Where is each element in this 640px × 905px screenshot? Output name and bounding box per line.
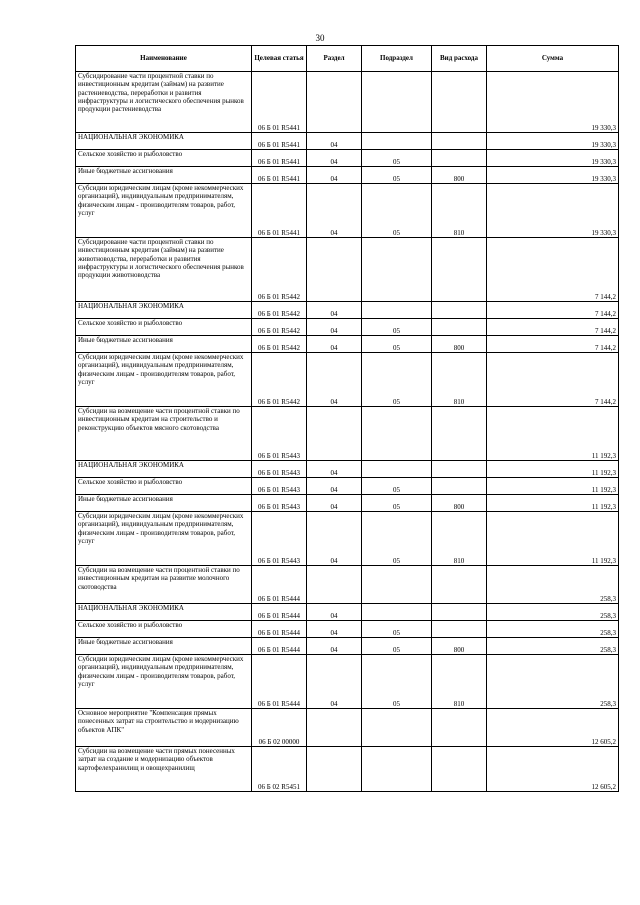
row-section: 04: [307, 655, 362, 709]
row-subsection: 05: [362, 167, 432, 184]
row-expense-type: [432, 319, 487, 336]
row-section: [307, 407, 362, 461]
table-row: [76, 638, 619, 655]
header-expense-type: Вид расхода: [432, 46, 487, 72]
row-section: 04: [307, 353, 362, 407]
row-name: Субсидирование части процентной ставки по инвестиционным кредитам (займам) на развитие животноводства, переработки и развития инфраструктуры и логистического обеспечения рынков продукции животноводства: [76, 238, 252, 302]
row-target-article: 06 Б 01 R5441: [252, 167, 307, 184]
table-row: [76, 621, 619, 638]
row-name: Сельское хозяйство и рыболовство: [76, 621, 252, 638]
row-sum: 258,3: [487, 655, 619, 709]
row-expense-type: [432, 133, 487, 150]
row-section: 04: [307, 495, 362, 512]
row-name: НАЦИОНАЛЬНАЯ ЭКОНОМИКА: [76, 302, 252, 319]
row-expense-type: 800: [432, 495, 487, 512]
row-sum: 7 144,2: [487, 302, 619, 319]
row-sum: 19 330,3: [487, 150, 619, 167]
row-subsection: [362, 461, 432, 478]
row-name: Сельское хозяйство и рыболовство: [76, 478, 252, 495]
row-subsection: [362, 709, 432, 747]
row-target-article: 06 Б 01 R5443: [252, 512, 307, 566]
row-subsection: 05: [362, 150, 432, 167]
table-body: [76, 72, 619, 792]
row-sum: 258,3: [487, 621, 619, 638]
row-expense-type: [432, 150, 487, 167]
row-section: 04: [307, 150, 362, 167]
row-target-article: 06 Б 01 R5444: [252, 655, 307, 709]
table-row: [76, 495, 619, 512]
row-expense-type: 810: [432, 184, 487, 238]
table-row: [76, 461, 619, 478]
row-name: Субсидии на возмещение части прямых понесенных затрат на создание и модернизацию объектов картофелехранилищ и овощехранилищ: [76, 747, 252, 792]
row-section: [307, 566, 362, 604]
row-expense-type: 800: [432, 638, 487, 655]
row-expense-type: [432, 302, 487, 319]
row-sum: 11 192,3: [487, 512, 619, 566]
row-subsection: [362, 566, 432, 604]
table-row: [76, 478, 619, 495]
row-sum: 19 330,3: [487, 167, 619, 184]
row-sum: 11 192,3: [487, 478, 619, 495]
row-name: Сельское хозяйство и рыболовство: [76, 150, 252, 167]
row-target-article: 06 Б 01 R5442: [252, 319, 307, 336]
row-subsection: 05: [362, 184, 432, 238]
row-subsection: 05: [362, 638, 432, 655]
row-sum: 7 144,2: [487, 353, 619, 407]
row-target-article: 06 Б 01 R5444: [252, 621, 307, 638]
row-name: НАЦИОНАЛЬНАЯ ЭКОНОМИКА: [76, 604, 252, 621]
row-subsection: 05: [362, 336, 432, 353]
row-name: Иные бюджетные ассигнования: [76, 495, 252, 512]
row-sum: 11 192,3: [487, 495, 619, 512]
row-sum: 7 144,2: [487, 238, 619, 302]
row-name: Субсидии юридическим лицам (кроме некоммерческих организаций), индивидуальным предпринимателям, физическим лицам - производителям товаров, работ, услуг: [76, 184, 252, 238]
row-sum: 258,3: [487, 566, 619, 604]
row-expense-type: [432, 621, 487, 638]
row-target-article: 06 Б 01 R5441: [252, 72, 307, 133]
row-expense-type: [432, 238, 487, 302]
row-subsection: 05: [362, 353, 432, 407]
row-section: 04: [307, 512, 362, 566]
row-sum: 11 192,3: [487, 461, 619, 478]
table-row: [76, 150, 619, 167]
row-expense-type: [432, 478, 487, 495]
table-row: [76, 336, 619, 353]
row-section: 04: [307, 604, 362, 621]
table-row: [76, 184, 619, 238]
row-target-article: 06 Б 01 R5441: [252, 184, 307, 238]
row-name: Субсидирование части процентной ставки по инвестиционным кредитам (займам) на развитие растениеводства, переработки и развития инфраструктуры и логистического обеспечения рынков продукции растениеводства: [76, 72, 252, 133]
row-sum: 19 330,3: [487, 72, 619, 133]
row-sum: 12 605,2: [487, 709, 619, 747]
row-target-article: 06 Б 01 R5443: [252, 407, 307, 461]
row-sum: 12 605,2: [487, 747, 619, 792]
row-subsection: 05: [362, 512, 432, 566]
row-expense-type: [432, 604, 487, 621]
row-subsection: 05: [362, 655, 432, 709]
row-name: Основное мероприятие "Компенсация прямых понесенных затрат на строительство и модернизацию объектов АПК": [76, 709, 252, 747]
table-row: [76, 167, 619, 184]
row-section: 04: [307, 302, 362, 319]
row-subsection: [362, 302, 432, 319]
row-expense-type: [432, 407, 487, 461]
row-target-article: 06 Б 01 R5442: [252, 238, 307, 302]
row-name: Субсидии на возмещение части процентной ставки по инвестиционным кредитам на развитие молочного скотоводства: [76, 566, 252, 604]
row-section: [307, 747, 362, 792]
row-target-article: 06 Б 01 R5443: [252, 478, 307, 495]
row-target-article: 06 Б 02 00000: [252, 709, 307, 747]
header-section: Раздел: [307, 46, 362, 72]
row-section: 04: [307, 336, 362, 353]
row-target-article: 06 Б 01 R5442: [252, 302, 307, 319]
table-row: [76, 353, 619, 407]
row-subsection: [362, 407, 432, 461]
row-sum: 7 144,2: [487, 319, 619, 336]
row-subsection: [362, 747, 432, 792]
row-section: [307, 238, 362, 302]
table-row: [76, 655, 619, 709]
row-section: 04: [307, 638, 362, 655]
table-row: [76, 238, 619, 302]
table-row: [76, 709, 619, 747]
row-expense-type: 800: [432, 167, 487, 184]
row-subsection: [362, 604, 432, 621]
row-section: 04: [307, 133, 362, 150]
row-target-article: 06 Б 01 R5441: [252, 150, 307, 167]
table-header-row: [76, 46, 619, 72]
table-row: [76, 133, 619, 150]
row-target-article: 06 Б 02 R5451: [252, 747, 307, 792]
row-expense-type: [432, 72, 487, 133]
row-name: Иные бюджетные ассигнования: [76, 638, 252, 655]
row-target-article: 06 Б 01 R5444: [252, 566, 307, 604]
table-row: [76, 319, 619, 336]
row-subsection: 05: [362, 478, 432, 495]
row-sum: 19 330,3: [487, 184, 619, 238]
table-row: [76, 747, 619, 792]
row-expense-type: 800: [432, 336, 487, 353]
row-expense-type: [432, 566, 487, 604]
table-row: [76, 72, 619, 133]
row-name: НАЦИОНАЛЬНАЯ ЭКОНОМИКА: [76, 461, 252, 478]
row-section: 04: [307, 167, 362, 184]
row-section: 04: [307, 621, 362, 638]
row-section: 04: [307, 478, 362, 495]
row-name: Субсидии юридическим лицам (кроме некоммерческих организаций), индивидуальным предпринимателям, физическим лицам - производителям товаров, работ, услуг: [76, 353, 252, 407]
row-subsection: 05: [362, 319, 432, 336]
row-target-article: 06 Б 01 R5442: [252, 353, 307, 407]
row-section: [307, 709, 362, 747]
row-expense-type: 810: [432, 512, 487, 566]
row-subsection: [362, 133, 432, 150]
table-row: [76, 302, 619, 319]
row-subsection: 05: [362, 495, 432, 512]
row-target-article: 06 Б 01 R5443: [252, 495, 307, 512]
row-name: Сельское хозяйство и рыболовство: [76, 319, 252, 336]
row-subsection: 05: [362, 621, 432, 638]
row-target-article: 06 Б 01 R5442: [252, 336, 307, 353]
table-row: [76, 512, 619, 566]
row-name: Субсидии юридическим лицам (кроме некоммерческих организаций), индивидуальным предпринимателям, физическим лицам - производителям товаров, работ, услуг: [76, 655, 252, 709]
header-sum: Сумма: [487, 46, 619, 72]
header-target-article: Целевая статья: [252, 46, 307, 72]
row-sum: 11 192,3: [487, 407, 619, 461]
row-subsection: [362, 238, 432, 302]
row-sum: 258,3: [487, 604, 619, 621]
table-row: [76, 566, 619, 604]
row-section: [307, 72, 362, 133]
header-subsection: Подраздел: [362, 46, 432, 72]
row-target-article: 06 Б 01 R5444: [252, 604, 307, 621]
row-name: Иные бюджетные ассигнования: [76, 167, 252, 184]
row-target-article: 06 Б 01 R5443: [252, 461, 307, 478]
row-section: 04: [307, 461, 362, 478]
row-name: Иные бюджетные ассигнования: [76, 336, 252, 353]
row-target-article: 06 Б 01 R5441: [252, 133, 307, 150]
row-expense-type: [432, 461, 487, 478]
row-name: Субсидии юридическим лицам (кроме некоммерческих организаций), индивидуальным предпринимателям, физическим лицам - производителям товаров, работ, услуг: [76, 512, 252, 566]
row-sum: 258,3: [487, 638, 619, 655]
row-expense-type: 810: [432, 655, 487, 709]
row-sum: 19 330,3: [487, 133, 619, 150]
row-name: НАЦИОНАЛЬНАЯ ЭКОНОМИКА: [76, 133, 252, 150]
row-subsection: [362, 72, 432, 133]
table-row: [76, 407, 619, 461]
table-row: [76, 604, 619, 621]
row-sum: 7 144,2: [487, 336, 619, 353]
page-number: 30: [315, 33, 325, 43]
row-section: 04: [307, 184, 362, 238]
header-name: Наименование: [76, 46, 252, 72]
row-section: 04: [307, 319, 362, 336]
row-target-article: 06 Б 01 R5444: [252, 638, 307, 655]
row-name: Субсидии на возмещение части процентной ставки по инвестиционным кредитам на строительство и реконструкцию объектов мясного скотоводства: [76, 407, 252, 461]
budget-table: [75, 45, 619, 792]
row-expense-type: [432, 709, 487, 747]
row-expense-type: [432, 747, 487, 792]
row-expense-type: 810: [432, 353, 487, 407]
